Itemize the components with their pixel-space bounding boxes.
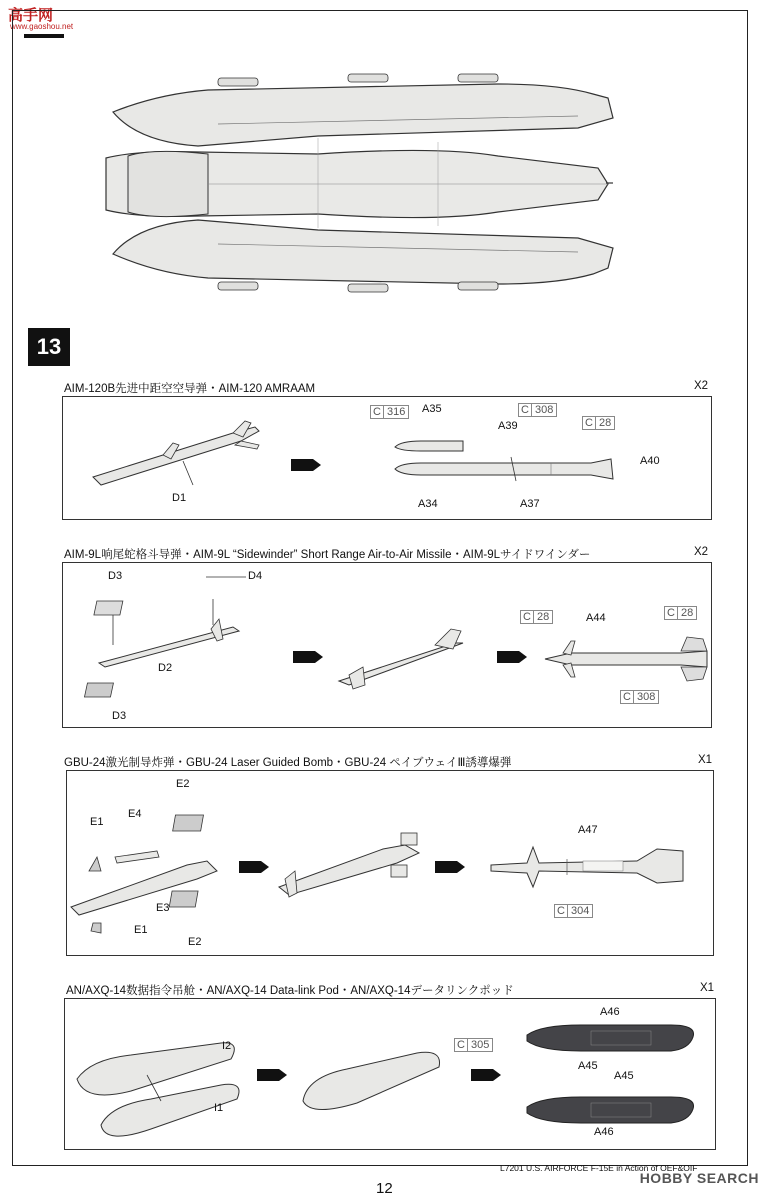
clabel-c28-right: C 28	[664, 606, 697, 620]
clabel-c308-aim9: C 308	[620, 690, 659, 704]
arrow-icon	[293, 649, 323, 665]
label-e2-bottom: E2	[188, 936, 202, 948]
watermark-brand: HOBBY SEARCH	[639, 1170, 759, 1186]
label-e1-top: E1	[90, 816, 104, 828]
panel-aim9l-title: AIM-9L响尾蛇格斗导弹・AIM-9L “Sidewinder” Short Range Air-to-Air Missile・AIM-9Lサイドワインダー	[64, 549, 591, 561]
step-13-number: 13	[28, 328, 70, 366]
arrow-icon	[239, 859, 269, 875]
f15e-underside-illustration	[18, 38, 746, 310]
clabel-c305: C 305	[454, 1038, 493, 1052]
aim9l-assembled	[335, 623, 485, 693]
label-e4: E4	[128, 808, 142, 820]
label-i1: I1	[214, 1102, 224, 1114]
aim9l-exploded	[541, 635, 711, 685]
step-12-illustration	[18, 38, 746, 310]
label-a35: A35	[422, 403, 442, 415]
arrow-icon	[497, 649, 527, 665]
aim9l-parts	[93, 591, 253, 711]
label-e2-top: E2	[176, 778, 190, 790]
panel-axq14-title: AN/AXQ-14数据指令吊舱・AN/AXQ-14 Data-link Pod・AN/AXQ-14データリンクポッド	[66, 985, 514, 997]
label-a39: A39	[498, 420, 518, 432]
page-number: 12	[376, 1180, 393, 1197]
label-a34: A34	[418, 498, 438, 510]
label-a46-top: A46	[600, 1006, 620, 1018]
gbu24-exploded	[487, 841, 687, 901]
clabel-c28: C 28	[582, 416, 615, 430]
panel-aim120-title: AIM-120B先进中距空空导弹・AIM-120 AMRAAM	[64, 383, 316, 395]
panel-gbu24-qty: X1	[698, 754, 713, 766]
clabel-c28-left: C 28	[520, 610, 553, 624]
label-i2: I2	[222, 1040, 232, 1052]
panel-aim9l-qty: X2	[694, 546, 709, 558]
label-d1: D1	[172, 492, 187, 504]
label-a37: A37	[520, 498, 540, 510]
kit-footer: L7201 U.S. AIRFORCE F-15E in Action of OEF&OIF	[500, 1163, 698, 1173]
site-logo-url: www.gaoshou.net	[10, 22, 74, 31]
arrow-icon	[291, 457, 321, 473]
label-a40: A40	[640, 455, 660, 467]
label-d3-bottom: D3	[112, 710, 127, 722]
gbu24-assembled	[273, 827, 423, 907]
label-e1-bottom: E1	[134, 924, 148, 936]
arrow-icon	[257, 1067, 287, 1083]
panel-aim9l	[62, 562, 712, 728]
label-a44: A44	[586, 612, 606, 624]
label-a45-right: A45	[614, 1070, 634, 1082]
leader-d4	[206, 575, 246, 579]
label-a45-left: A45	[578, 1060, 598, 1072]
panel-axq14-qty: X1	[700, 982, 715, 994]
arrow-icon	[435, 859, 465, 875]
panel-gbu24	[66, 770, 714, 956]
label-d2: D2	[158, 662, 173, 674]
label-a47: A47	[578, 824, 598, 836]
clabel-c308: C 308	[518, 403, 557, 417]
panel-aim120-qty: X2	[694, 380, 709, 392]
axq14-exploded	[521, 1021, 701, 1141]
aim120-exploded	[391, 437, 621, 487]
arrow-icon	[471, 1067, 501, 1083]
aim120-assembled	[83, 415, 283, 495]
panel-gbu24-title: GBU-24激光制导炸弹・GBU-24 Laser Guided Bomb・GBU-24 ペイブウェイⅢ誘導爆弾	[64, 757, 512, 769]
axq14-assembled	[297, 1045, 447, 1115]
site-logo-chars: 高手网	[8, 7, 54, 24]
clabel-c304: C 304	[554, 904, 593, 918]
label-d3-top: D3	[108, 570, 123, 582]
label-d4: D4	[248, 570, 263, 582]
label-a46-bottom: A46	[594, 1126, 614, 1138]
clabel-c316: C 316	[370, 405, 409, 419]
label-e3: E3	[156, 902, 170, 914]
